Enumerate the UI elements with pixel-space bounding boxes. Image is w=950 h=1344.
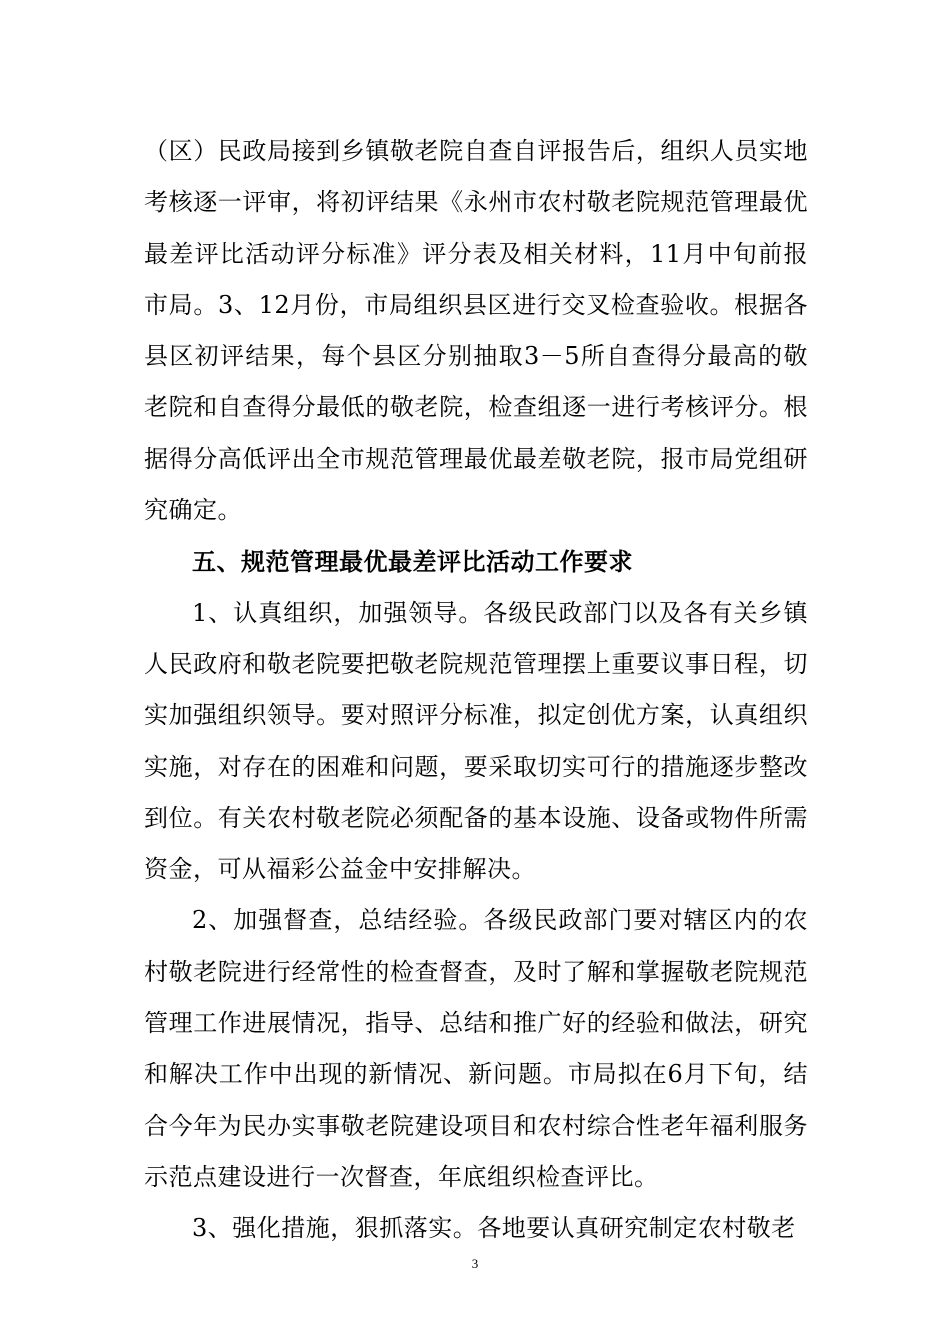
- page-number: 3: [471, 1256, 479, 1271]
- requirement-paragraph-3: 3、强化措施，狠抓落实。各地要认真研究制定农村敬老: [192, 1214, 796, 1243]
- section-heading: 五、规范管理最优最差评比活动工作要求: [192, 547, 633, 577]
- requirement-paragraph-1: 1、认真组织，加强领导。各级民政部门以及各有关乡镇人民政府和敬老院要把敬老院规范管理摆上重要议事日程，切实加强组织领导。要对照评分标准，拟定创优方案，认真组织实施，对存在的困难和问题，要采取切实可行的措施逐步整改到位。有关农村敬老院必须配备的基本设施、设备或物件所需资金，可从福彩公益金中安排解决。: [144, 598, 808, 884]
- paragraph-continuation: （区）民政局接到乡镇敬老院自查自评报告后，组织人员实地考核逐一评审，将初评结果《永州市农村敬老院规范管理最优最差评比活动评分标准》评分表及相关材料，11月中旬前报市局。3、12月份，市局组织县区进行交叉检查验收。根据各县区初评结果，每个县区分别抽取3－5所自查得分最高的敬老院和自查得分最低的敬老院，检查组逐一进行考核评分。根据得分高低评出全市规范管理最优最差敬老院，报市局党组研究确定。: [144, 137, 808, 525]
- body-text: [144, 126, 808, 1255]
- requirement-paragraph-2: 2、加强督查，总结经验。各级民政部门要对辖区内的农村敬老院进行经常性的检查督查，及时了解和掌握敬老院规范管理工作进展情况，指导、总结和推广好的经验和做法，研究和解决工作中出现的新情况、新问题。市局拟在6月下旬，结合今年为民办实事敬老院建设项目和农村综合性老年福利服务示范点建设进行一次督查，年底组织检查评比。: [144, 906, 808, 1191]
